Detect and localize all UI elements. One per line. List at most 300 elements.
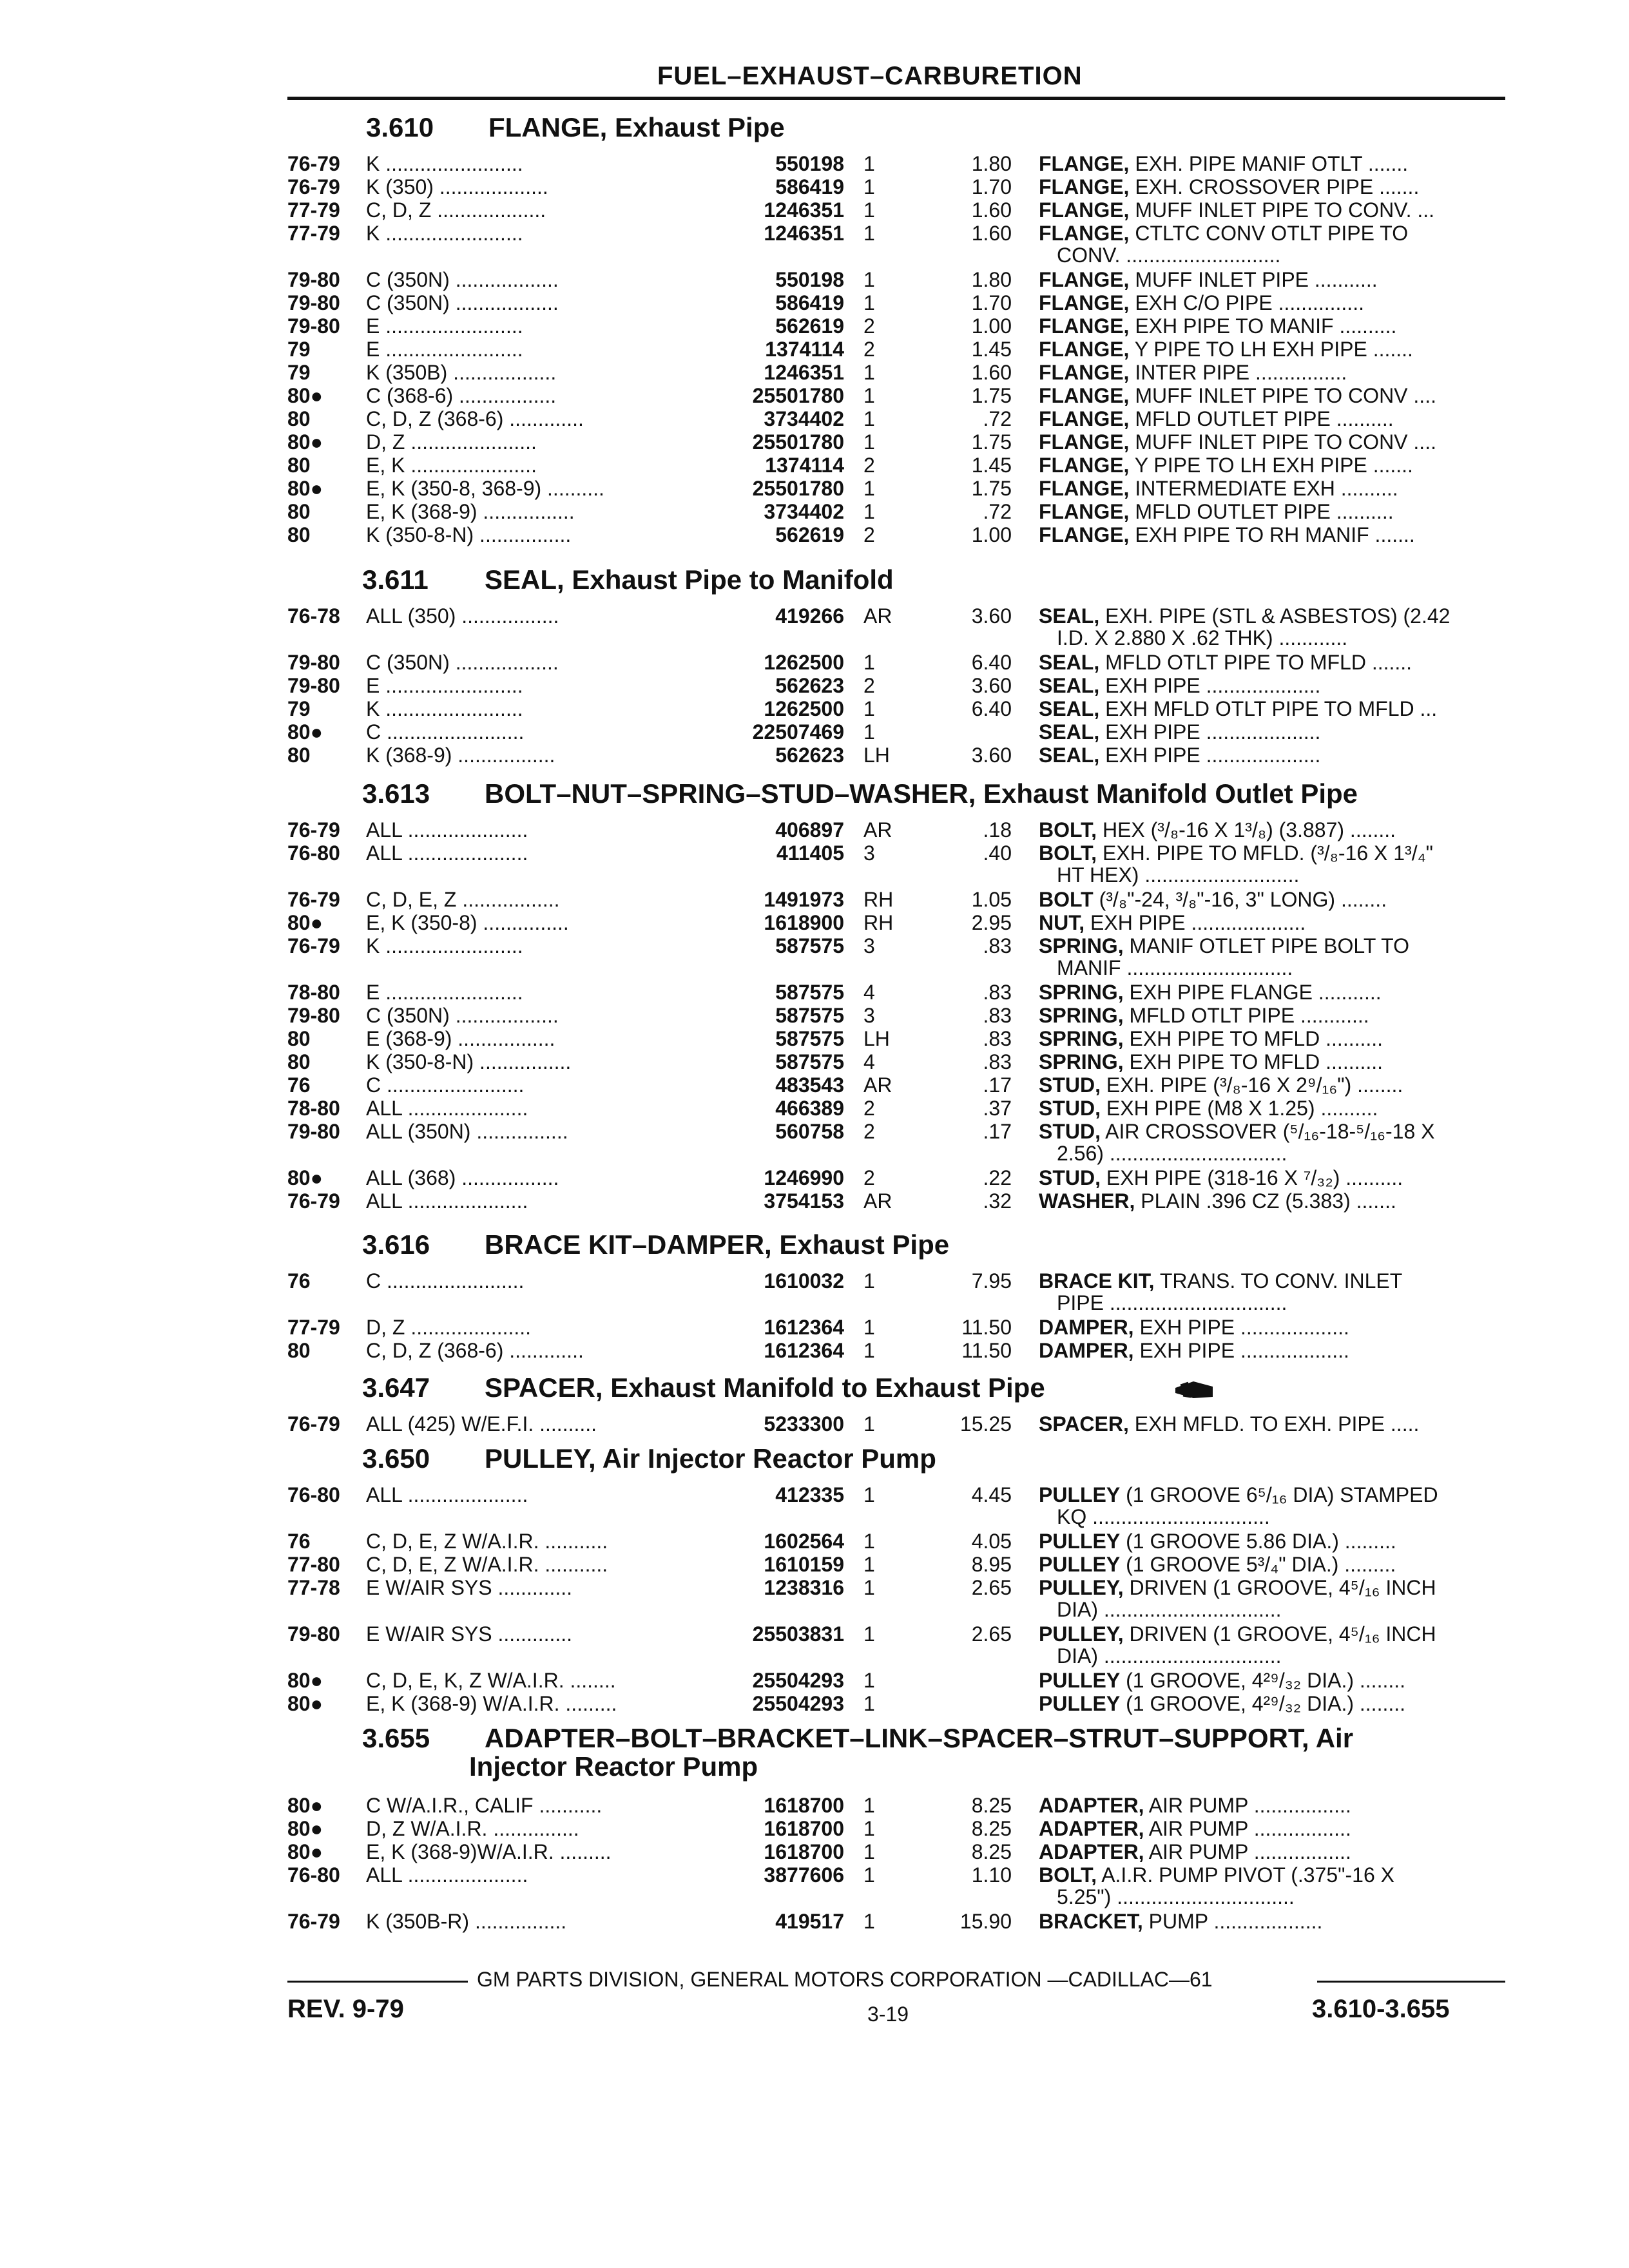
quantity: 3 xyxy=(863,841,875,865)
part-detail: EXH PIPE TO RH MANIF ....... xyxy=(1135,523,1415,546)
model-year: 80● xyxy=(287,384,323,407)
part-number: 550198 xyxy=(775,268,844,291)
part-detail: MANIF OTLET PIPE BOLT TO xyxy=(1129,934,1409,957)
part-description xyxy=(1039,361,1516,384)
model-application: E, K ...................... xyxy=(366,454,537,477)
part-name: FLANGE, xyxy=(1039,523,1130,546)
part-description xyxy=(1039,1576,1516,1599)
footer-publisher: GM PARTS DIVISION, GENERAL MOTORS CORPORATION —CADILLAC—61 xyxy=(477,1968,1213,1991)
part-detail: (1 GROOVE, 4²⁹/₃₂ DIA.) ........ xyxy=(1126,1692,1406,1715)
part-number: 419266 xyxy=(775,604,844,628)
parts-row xyxy=(0,651,1629,674)
model-year: 80● xyxy=(287,720,323,744)
model-year: 78-80 xyxy=(287,1097,340,1120)
model-application: ALL (368) ................. xyxy=(366,1166,559,1189)
description-continuation: 2.56) ............................... xyxy=(1057,1142,1287,1165)
parts-row xyxy=(0,361,1629,384)
parts-row xyxy=(0,1004,1629,1027)
part-detail: HEX (³/₈-16 X 1³/₈) (3.887) ........ xyxy=(1102,818,1396,841)
part-detail: (1 GROOVE 5³/₄" DIA.) ......... xyxy=(1126,1553,1396,1576)
quantity: 1 xyxy=(863,1316,875,1339)
model-application: ALL ..................... xyxy=(366,841,528,865)
model-year: 76-79 xyxy=(287,175,340,198)
price: 2.95 xyxy=(971,911,1012,934)
part-name: SEAL, xyxy=(1039,674,1100,697)
part-name: FLANGE, xyxy=(1039,407,1130,430)
part-name: SEAL, xyxy=(1039,744,1100,767)
part-description xyxy=(1039,198,1516,222)
part-description xyxy=(1039,1794,1516,1817)
model-application: E, K (350-8, 368-9) .......... xyxy=(366,477,604,500)
model-year: 79 xyxy=(287,697,311,720)
part-name: SEAL, xyxy=(1039,697,1100,720)
part-detail: EXH C/O PIPE ............... xyxy=(1135,291,1364,314)
model-application: C ........................ xyxy=(366,720,525,744)
section-heading xyxy=(366,112,785,143)
model-application: C (350N) .................. xyxy=(366,1004,559,1027)
quantity: AR xyxy=(863,818,892,841)
price: 1.60 xyxy=(971,222,1012,245)
part-name: STUD, xyxy=(1039,1073,1101,1097)
part-description xyxy=(1039,407,1516,430)
model-year: 79-80 xyxy=(287,291,340,314)
model-application: K (350B) .................. xyxy=(366,361,557,384)
section-title: PULLEY, Air Injector Reactor Pump xyxy=(485,1443,936,1474)
part-detail: EXH. CROSSOVER PIPE ....... xyxy=(1135,175,1420,198)
part-name: ADAPTER, xyxy=(1039,1794,1144,1817)
model-year: 79-80 xyxy=(287,651,340,674)
model-year: 79 xyxy=(287,338,311,361)
part-name: PULLEY xyxy=(1039,1553,1121,1576)
description-continuation: KQ ............................... xyxy=(1057,1505,1270,1528)
model-application: E ........................ xyxy=(366,981,523,1004)
model-year: 80● xyxy=(287,1840,323,1863)
model-application: C (350N) .................. xyxy=(366,291,559,314)
description-continuation: DIA) ............................... xyxy=(1057,1598,1282,1621)
price: .32 xyxy=(983,1189,1012,1213)
description-continuation: MANIF ............................. xyxy=(1057,956,1293,979)
part-name: FLANGE, xyxy=(1039,500,1130,523)
part-description xyxy=(1039,1269,1516,1293)
parts-row xyxy=(0,1817,1629,1840)
quantity: 3 xyxy=(863,1004,875,1027)
model-year: 80● xyxy=(287,430,323,454)
model-application: C ........................ xyxy=(366,1269,525,1293)
model-year: 76-79 xyxy=(287,888,340,911)
part-description xyxy=(1039,430,1516,454)
model-application: C, D, E, Z W/A.I.R. ........... xyxy=(366,1553,608,1576)
part-description xyxy=(1039,1840,1516,1863)
price: 1.70 xyxy=(971,291,1012,314)
price: 1.80 xyxy=(971,152,1012,175)
model-application: D, Z W/A.I.R. ............... xyxy=(366,1817,579,1840)
part-name: ADAPTER, xyxy=(1039,1840,1144,1863)
part-description xyxy=(1039,1483,1516,1506)
parts-row xyxy=(0,674,1629,697)
parts-row xyxy=(0,1863,1629,1887)
parts-row xyxy=(0,744,1629,767)
model-application: C, D, Z (368-6) ............. xyxy=(366,407,584,430)
parts-row xyxy=(0,911,1629,934)
model-year: 79-80 xyxy=(287,1622,340,1646)
part-number: 1610159 xyxy=(764,1553,844,1576)
part-name: PULLEY xyxy=(1039,1692,1121,1715)
model-application: K (350B-R) ................ xyxy=(366,1910,567,1933)
part-name: BRACE KIT, xyxy=(1039,1269,1155,1293)
parts-row xyxy=(0,1027,1629,1050)
part-description xyxy=(1039,1669,1516,1692)
section-heading xyxy=(362,1723,1353,1754)
price: .40 xyxy=(983,841,1012,865)
model-application: C (368-6) ................. xyxy=(366,384,557,407)
part-number: 411405 xyxy=(776,841,844,865)
description-continuation: I.D. X 2.880 X .62 THK) ............ xyxy=(1057,626,1348,649)
section-title-continued: Injector Reactor Pump xyxy=(469,1751,758,1782)
section-number: 3.613 xyxy=(362,778,430,809)
part-detail: EXH PIPE (318-16 X ⁷/₃₂) .......... xyxy=(1106,1166,1403,1189)
part-description xyxy=(1039,697,1516,720)
part-description xyxy=(1039,888,1516,911)
parts-row xyxy=(0,1910,1629,1933)
quantity: 1 xyxy=(863,430,875,454)
part-description xyxy=(1039,1339,1516,1362)
parts-row xyxy=(0,198,1629,222)
section-number: 3.610 xyxy=(366,112,434,142)
part-number: 1246351 xyxy=(764,361,844,384)
model-year: 80 xyxy=(287,500,311,523)
price: 4.05 xyxy=(971,1530,1012,1553)
model-year: 77-79 xyxy=(287,198,340,222)
price: 3.60 xyxy=(971,744,1012,767)
quantity: 1 xyxy=(863,1910,875,1933)
part-detail: TRANS. TO CONV. INLET xyxy=(1159,1269,1403,1293)
quantity: RH xyxy=(863,911,894,934)
part-description xyxy=(1039,175,1516,198)
model-application: E, K (368-9) W/A.I.R. ......... xyxy=(366,1692,617,1715)
part-detail: PUMP ................... xyxy=(1148,1910,1323,1933)
quantity: 2 xyxy=(863,338,875,361)
quantity: AR xyxy=(863,1189,892,1213)
quantity: AR xyxy=(863,1073,892,1097)
part-detail: (³/₈"-24, ³/₈"-16, 3" LONG) ........ xyxy=(1099,888,1387,911)
part-detail: EXH PIPE TO MFLD .......... xyxy=(1129,1050,1383,1073)
part-number: 3754153 xyxy=(764,1189,844,1213)
model-application: E (368-9) ................. xyxy=(366,1027,555,1050)
part-number: 586419 xyxy=(775,175,844,198)
part-detail: EXH PIPE TO MFLD .......... xyxy=(1129,1027,1383,1050)
parts-row xyxy=(0,407,1629,430)
part-description xyxy=(1039,1050,1516,1073)
section-title: SEAL, Exhaust Pipe to Manifold xyxy=(485,564,894,595)
model-application: E ........................ xyxy=(366,674,523,697)
part-description xyxy=(1039,454,1516,477)
parts-row xyxy=(0,1189,1629,1213)
part-name: BOLT, xyxy=(1039,841,1097,865)
part-detail: Y PIPE TO LH EXH PIPE ....... xyxy=(1134,338,1413,361)
model-year: 76-79 xyxy=(287,818,340,841)
part-description xyxy=(1039,291,1516,314)
quantity: 1 xyxy=(863,1840,875,1863)
part-name: SEAL, xyxy=(1039,604,1100,628)
model-application: K ........................ xyxy=(366,152,523,175)
part-name: FLANGE, xyxy=(1039,477,1130,500)
model-application: K (350-8-N) ................ xyxy=(366,523,572,546)
part-name: FLANGE, xyxy=(1039,361,1130,384)
quantity: 1 xyxy=(863,1863,875,1887)
part-description xyxy=(1039,1817,1516,1840)
part-description xyxy=(1039,1166,1516,1189)
part-number: 25503831 xyxy=(752,1622,844,1646)
part-name: SPRING, xyxy=(1039,981,1124,1004)
part-name: FLANGE, xyxy=(1039,384,1130,407)
section-heading xyxy=(362,1229,949,1260)
part-number: 1612364 xyxy=(764,1339,844,1362)
parts-row xyxy=(0,1622,1629,1646)
model-application: K (350) ................... xyxy=(366,175,548,198)
quantity: LH xyxy=(863,1027,890,1050)
part-number: 587575 xyxy=(775,1004,844,1027)
model-application: E, K (368-9) ................ xyxy=(366,500,575,523)
model-application: E W/AIR SYS ............. xyxy=(366,1622,573,1646)
part-description xyxy=(1039,674,1516,697)
model-year: 80 xyxy=(287,523,311,546)
part-number: 483543 xyxy=(775,1073,844,1097)
quantity: 2 xyxy=(863,1166,875,1189)
part-detail: MUFF INLET PIPE TO CONV .... xyxy=(1135,430,1436,454)
part-number: 562623 xyxy=(775,744,844,767)
part-detail: EXH PIPE .................... xyxy=(1105,674,1321,697)
parts-row xyxy=(0,268,1629,291)
part-description xyxy=(1039,1692,1516,1715)
model-application: E ........................ xyxy=(366,338,523,361)
parts-row xyxy=(0,500,1629,523)
price: .83 xyxy=(983,934,1012,957)
part-name: SPACER, xyxy=(1039,1412,1129,1436)
part-detail: MFLD OTLT PIPE TO MFLD ....... xyxy=(1105,651,1412,674)
section-title: SPACER, Exhaust Manifold to Exhaust Pipe xyxy=(485,1372,1045,1403)
model-year: 77-79 xyxy=(287,1316,340,1339)
model-year: 79-80 xyxy=(287,674,340,697)
quantity: 1 xyxy=(863,1553,875,1576)
model-year: 76 xyxy=(287,1269,311,1293)
part-detail: EXH MFLD OTLT PIPE TO MFLD ... xyxy=(1105,697,1438,720)
part-number: 1610032 xyxy=(764,1269,844,1293)
price: 11.50 xyxy=(961,1316,1012,1339)
quantity: 2 xyxy=(863,1097,875,1120)
header-rule xyxy=(287,97,1505,100)
part-number: 550198 xyxy=(775,152,844,175)
price: 6.40 xyxy=(971,697,1012,720)
part-number: 406897 xyxy=(775,818,844,841)
model-year: 77-80 xyxy=(287,1553,340,1576)
part-number: 25501780 xyxy=(752,384,844,407)
part-detail: (1 GROOVE 6⁵/₁₆ DIA) STAMPED xyxy=(1126,1483,1438,1506)
part-name: BOLT, xyxy=(1039,1863,1097,1887)
model-application: ALL (350) ................. xyxy=(366,604,559,628)
part-description xyxy=(1039,1553,1516,1576)
price: 1.75 xyxy=(971,477,1012,500)
parts-row xyxy=(0,1794,1629,1817)
model-application: K (350-8-N) ................ xyxy=(366,1050,572,1073)
quantity: 1 xyxy=(863,651,875,674)
description-continuation: 5.25") ............................... xyxy=(1057,1885,1295,1908)
quantity: 1 xyxy=(863,1794,875,1817)
model-year: 79-80 xyxy=(287,1004,340,1027)
footer-rule-right xyxy=(1317,1981,1505,1983)
price: .83 xyxy=(983,1050,1012,1073)
part-detail: EXH PIPE .................... xyxy=(1105,720,1321,744)
model-application: K ........................ xyxy=(366,222,523,245)
section-number: 3.647 xyxy=(362,1372,430,1403)
price: 8.25 xyxy=(971,1840,1012,1863)
model-year: 76-79 xyxy=(287,934,340,957)
model-application: C W/A.I.R., CALIF ........... xyxy=(366,1794,602,1817)
model-year: 80 xyxy=(287,454,311,477)
model-year: 80 xyxy=(287,744,311,767)
part-detail: AIR CROSSOVER (⁵/₁₆-18-⁵/₁₆-18 X xyxy=(1105,1120,1435,1143)
part-detail: EXH PIPE TO MANIF .......... xyxy=(1135,314,1397,338)
quantity: 1 xyxy=(863,222,875,245)
model-year: 76-80 xyxy=(287,1863,340,1887)
part-name: FLANGE, xyxy=(1039,268,1130,291)
model-application: E, K (350-8) ............... xyxy=(366,911,569,934)
parts-row xyxy=(0,1530,1629,1553)
parts-row xyxy=(0,1483,1629,1506)
quantity: 4 xyxy=(863,1050,875,1073)
quantity: 1 xyxy=(863,1669,875,1692)
price: 6.40 xyxy=(971,651,1012,674)
footer-revision: REV. 9-79 xyxy=(287,1995,404,2023)
part-number: 1618900 xyxy=(764,911,844,934)
part-description xyxy=(1039,841,1516,865)
model-year: 80 xyxy=(287,1339,311,1362)
quantity: 1 xyxy=(863,384,875,407)
quantity: 2 xyxy=(863,314,875,338)
model-application: K ........................ xyxy=(366,697,523,720)
part-name: FLANGE, xyxy=(1039,430,1130,454)
footer-group-range: 3.610-3.655 xyxy=(1312,1995,1450,2023)
price: 15.25 xyxy=(959,1412,1012,1436)
part-description xyxy=(1039,1530,1516,1553)
parts-row xyxy=(0,1316,1629,1339)
part-number: 587575 xyxy=(775,1027,844,1050)
part-number: 587575 xyxy=(775,981,844,1004)
price: 2.65 xyxy=(971,1622,1012,1646)
part-detail: AIR PUMP ................. xyxy=(1148,1794,1351,1817)
price: 1.00 xyxy=(971,523,1012,546)
parts-row xyxy=(0,1166,1629,1189)
footer-rule-left xyxy=(287,1981,468,1983)
model-year: 79-80 xyxy=(287,314,340,338)
part-name: PULLEY xyxy=(1039,1483,1121,1506)
part-description xyxy=(1039,1189,1516,1213)
model-application: ALL ..................... xyxy=(366,1483,528,1506)
model-year: 80● xyxy=(287,1794,323,1817)
part-description xyxy=(1039,1027,1516,1050)
parts-row xyxy=(0,1073,1629,1097)
description-continuation: PIPE ............................... xyxy=(1057,1291,1287,1314)
part-description xyxy=(1039,1004,1516,1027)
part-description xyxy=(1039,222,1516,245)
section-number: 3.655 xyxy=(362,1723,430,1753)
model-year: 76 xyxy=(287,1530,311,1553)
part-detail: A.I.R. PUMP PIVOT (.375"-16 X xyxy=(1101,1863,1394,1887)
section-number: 3.616 xyxy=(362,1229,430,1260)
section-heading xyxy=(362,778,1358,809)
part-number: 1374114 xyxy=(765,338,844,361)
part-detail: INTERMEDIATE EXH .......... xyxy=(1135,477,1398,500)
model-year: 76-80 xyxy=(287,841,340,865)
price: 1.75 xyxy=(971,430,1012,454)
parts-row xyxy=(0,314,1629,338)
quantity: 2 xyxy=(863,1120,875,1143)
part-name: ADAPTER, xyxy=(1039,1817,1144,1840)
section-title: BRACE KIT–DAMPER, Exhaust Pipe xyxy=(485,1229,950,1260)
parts-row xyxy=(0,818,1629,841)
model-application: C (350N) .................. xyxy=(366,651,559,674)
model-year: 80● xyxy=(287,1692,323,1715)
part-detail: (1 GROOVE, 4²⁹/₃₂ DIA.) ........ xyxy=(1126,1669,1406,1692)
part-description xyxy=(1039,651,1516,674)
quantity: 1 xyxy=(863,1483,875,1506)
model-application: C, D, E, Z W/A.I.R. ........... xyxy=(366,1530,608,1553)
arrow-marker-icon xyxy=(1174,1379,1215,1401)
part-number: 1262500 xyxy=(764,697,844,720)
quantity: 2 xyxy=(863,523,875,546)
part-name: SPRING, xyxy=(1039,1050,1124,1073)
part-number: 587575 xyxy=(775,934,844,957)
part-name: STUD, xyxy=(1039,1120,1101,1143)
part-description xyxy=(1039,1073,1516,1097)
part-detail: MUFF INLET PIPE TO CONV .... xyxy=(1135,384,1436,407)
part-number: 1246990 xyxy=(764,1166,844,1189)
quantity: 1 xyxy=(863,697,875,720)
part-detail: EXH MFLD. TO EXH. PIPE ..... xyxy=(1134,1412,1420,1436)
price: .18 xyxy=(983,818,1012,841)
part-name: FLANGE, xyxy=(1039,454,1130,477)
parts-row xyxy=(0,1840,1629,1863)
part-detail: (1 GROOVE 5.86 DIA.) ......... xyxy=(1126,1530,1396,1553)
quantity: 1 xyxy=(863,1530,875,1553)
part-name: SPRING, xyxy=(1039,1004,1124,1027)
quantity: LH xyxy=(863,744,890,767)
price: .37 xyxy=(983,1097,1012,1120)
part-number: 25504293 xyxy=(752,1692,844,1715)
model-year: 76-80 xyxy=(287,1483,340,1506)
part-name: SEAL, xyxy=(1039,651,1100,674)
part-description xyxy=(1039,1316,1516,1339)
price: 8.95 xyxy=(971,1553,1012,1576)
part-detail: PLAIN .396 CZ (5.383) ....... xyxy=(1141,1189,1396,1213)
page-header-title: FUEL–EXHAUST–CARBURETION xyxy=(657,62,1083,90)
price: 1.05 xyxy=(971,888,1012,911)
price: 1.80 xyxy=(971,268,1012,291)
quantity: 3 xyxy=(863,934,875,957)
model-year: 76-79 xyxy=(287,152,340,175)
part-name: FLANGE, xyxy=(1039,338,1130,361)
quantity: 1 xyxy=(863,720,875,744)
model-year: 79 xyxy=(287,361,311,384)
part-description xyxy=(1039,500,1516,523)
quantity: 1 xyxy=(863,198,875,222)
price: .72 xyxy=(983,407,1012,430)
parts-row xyxy=(0,175,1629,198)
part-description xyxy=(1039,818,1516,841)
parts-row xyxy=(0,291,1629,314)
part-name: STUD, xyxy=(1039,1097,1101,1120)
part-number: 412335 xyxy=(775,1483,844,1506)
quantity: AR xyxy=(863,604,892,628)
